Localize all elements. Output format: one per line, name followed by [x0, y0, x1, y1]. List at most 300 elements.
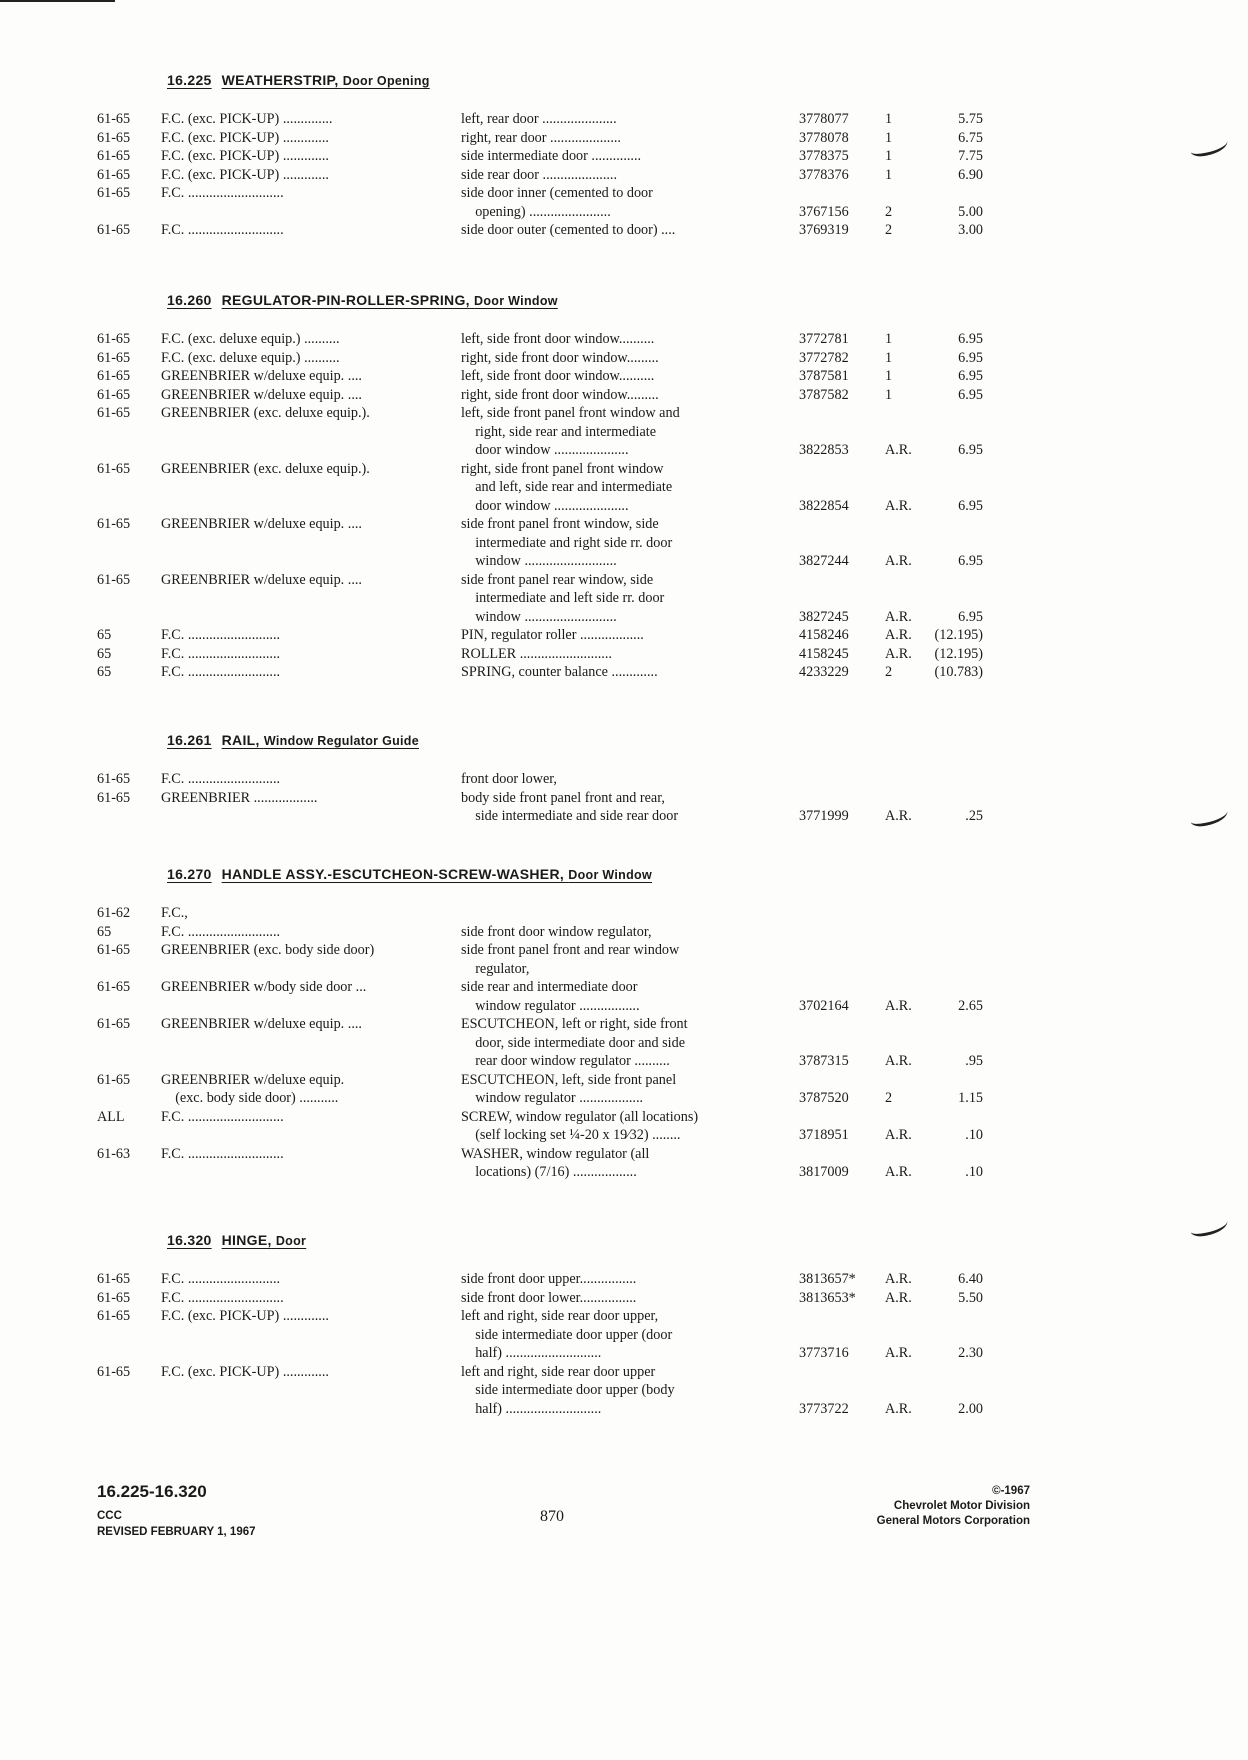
quantity: [885, 184, 923, 203]
model-cell: F.C. (exc. PICK-UP) .............: [161, 1308, 329, 1324]
table-row: [97, 978, 997, 997]
description-cell: left, rear door .....................: [461, 111, 617, 127]
model-year: 61-65: [97, 1289, 131, 1306]
model-cell: F.C. ..........................: [161, 923, 281, 940]
section-title-main: HINGE,: [221, 1232, 272, 1248]
model-year: [97, 1344, 161, 1363]
section-subtitle: Door Window: [474, 294, 558, 308]
model-year: 61-65: [97, 368, 131, 384]
model-cell: GREENBRIER (exc. body side door): [161, 942, 375, 958]
quantity: A.R.: [885, 553, 912, 569]
quantity: [885, 1326, 923, 1345]
description-cell: intermediate and left side rr. door: [461, 590, 665, 606]
table-row: [97, 1108, 997, 1127]
price: [923, 1071, 983, 1090]
part-number: [799, 515, 885, 534]
quantity: [885, 770, 923, 789]
description-cell: left, side front door window..........: [461, 331, 655, 347]
model-year: [97, 441, 161, 460]
model-year: 61-65: [97, 789, 131, 806]
model-year: [97, 478, 161, 497]
model-cell: [161, 608, 461, 627]
description-cell: side rear and intermediate door: [461, 979, 638, 995]
quantity: A.R.: [885, 497, 912, 514]
model-year: 61-65: [97, 405, 131, 421]
part-number: 3822853: [799, 442, 849, 458]
model-cell: F.C. ..........................: [161, 664, 281, 680]
part-number: [799, 904, 885, 923]
division-name: Chevrolet Motor Division: [893, 1500, 1030, 1512]
table-row: [97, 497, 997, 516]
description-cell: and left, side rear and intermediate: [461, 479, 673, 495]
margin-tick-mark: [1189, 134, 1230, 159]
part-number: 3827244: [799, 553, 849, 569]
table-row: [97, 789, 997, 808]
model-year: [97, 1381, 161, 1400]
table-row: [97, 1071, 997, 1090]
description-cell: left and right, side rear door upper,: [461, 1308, 659, 1324]
part-number: 3787315: [799, 1053, 849, 1069]
description-cell: ESCUTCHEON, left, side front panel: [461, 1071, 677, 1088]
table-row: [97, 221, 997, 240]
quantity: A.R.: [885, 627, 912, 643]
model-year: 61-65: [97, 222, 131, 238]
parts-table: [97, 904, 997, 1182]
part-number: 3787582: [799, 386, 849, 403]
description-cell: side front door upper................: [461, 1271, 637, 1287]
model-year: [97, 589, 161, 608]
model-year: [97, 497, 161, 516]
price: 6.95: [958, 368, 983, 384]
table-row: [97, 386, 997, 405]
description-cell: [461, 904, 799, 923]
price: [923, 1015, 983, 1034]
section-heading: [167, 732, 997, 762]
part-number: [799, 1071, 885, 1090]
section-title: [222, 1232, 307, 1248]
part-number: 3772782: [799, 349, 849, 366]
quantity: [885, 589, 923, 608]
description-cell: side intermediate and side rear door: [461, 808, 679, 824]
description-cell: door, side intermediate door and side: [461, 1034, 686, 1051]
quantity: [885, 1307, 923, 1326]
model-year: [97, 1126, 161, 1145]
description-cell: regulator,: [461, 960, 530, 977]
table-row: [97, 645, 997, 664]
description-cell: window regulator .................: [461, 997, 640, 1014]
section-range: 16.225-16.320: [97, 1482, 207, 1501]
model-cell: F.C. ...........................: [161, 1108, 284, 1125]
quantity: 1: [885, 129, 893, 146]
table-row: [97, 1052, 997, 1071]
quantity: 2: [885, 203, 893, 220]
section-subtitle: Door: [275, 1234, 307, 1248]
part-number: [799, 1108, 885, 1127]
corporation-name: General Motors Corporation: [876, 1515, 1030, 1527]
parts-table: [97, 1270, 997, 1418]
quantity: [885, 1381, 923, 1400]
price: [923, 515, 983, 534]
model-year: 61-65: [97, 942, 131, 958]
part-number: 3817009: [799, 1164, 849, 1180]
table-row: [97, 184, 997, 203]
quantity: [885, 904, 923, 923]
description-cell: half) ...........................: [461, 1345, 602, 1361]
part-number: 3771999: [799, 808, 849, 824]
part-number: 3773722: [799, 1400, 849, 1417]
model-cell: [161, 1326, 461, 1345]
table-row: [97, 1015, 997, 1034]
table-row: [97, 608, 997, 627]
table-row: [97, 1344, 997, 1363]
table-row: [97, 404, 997, 423]
model-cell: [161, 1163, 461, 1182]
quantity: A.R.: [885, 645, 912, 662]
part-number: 3778376: [799, 166, 849, 183]
table-row: [97, 330, 997, 349]
table-row: [97, 423, 997, 442]
section-title-main: REGULATOR-PIN-ROLLER-SPRING,: [221, 292, 470, 308]
description-cell: intermediate and right side rr. door: [461, 534, 673, 551]
description-cell: body side front panel front and rear,: [461, 789, 665, 806]
description-cell: PIN, regulator roller ..................: [461, 627, 644, 643]
price: (10.783): [934, 664, 983, 680]
model-cell: [161, 1126, 461, 1145]
part-number: 3813657*: [799, 1271, 856, 1287]
part-number: 4233229: [799, 664, 849, 680]
section-title: [222, 732, 419, 748]
section-heading: [167, 72, 997, 102]
table-row: [97, 460, 997, 479]
price: [923, 184, 983, 203]
model-cell: GREENBRIER w/deluxe equip. ....: [161, 516, 362, 532]
model-year: [97, 534, 161, 553]
description-cell: door window .....................: [461, 497, 629, 514]
model-cell: F.C.,: [161, 905, 188, 921]
table-row: [97, 663, 997, 682]
model-cell: [161, 997, 461, 1016]
price: [923, 904, 983, 923]
part-number: [799, 1363, 885, 1382]
model-year: [97, 1400, 161, 1419]
model-year: [97, 1034, 161, 1053]
price: .10: [965, 1164, 983, 1180]
model-cell: [161, 497, 461, 516]
section-heading: [167, 866, 997, 896]
price: (12.195): [934, 645, 983, 662]
table-row: [97, 203, 997, 222]
model-cell: F.C. ...........................: [161, 1289, 284, 1306]
section-title-main: HANDLE ASSY.-ESCUTCHEON-SCREW-WASHER,: [221, 866, 565, 882]
table-row: [97, 904, 997, 923]
model-cell: F.C. (exc. deluxe equip.) ..........: [161, 331, 340, 347]
description-cell: side intermediate door upper (door: [461, 1326, 673, 1343]
part-number: [799, 789, 885, 808]
description-cell: locations) (7/16) ..................: [461, 1164, 637, 1180]
model-year: 61-65: [97, 148, 131, 164]
parts-table: [97, 330, 997, 682]
price: [923, 941, 983, 960]
price: 2.65: [958, 997, 983, 1014]
model-cell: GREENBRIER w/deluxe equip. ....: [161, 571, 362, 588]
model-year: 61-65: [97, 1271, 131, 1287]
quantity: A.R.: [885, 1271, 912, 1287]
part-number: 3813653*: [799, 1289, 856, 1306]
quantity: [885, 941, 923, 960]
quantity: 2: [885, 664, 893, 680]
parts-section: [97, 292, 997, 682]
quantity: A.R.: [885, 1164, 912, 1180]
description-cell: SCREW, window regulator (all locations): [461, 1108, 699, 1125]
table-row: [97, 589, 997, 608]
model-cell: GREENBRIER w/deluxe equip. ....: [161, 386, 362, 403]
price: 1.15: [958, 1090, 983, 1106]
model-year: 61-65: [97, 1016, 131, 1032]
model-cell: F.C. (exc. PICK-UP) .............: [161, 166, 329, 183]
corner-rule: [0, 0, 115, 2]
model-cell: F.C. ..........................: [161, 1271, 281, 1287]
quantity: 1: [885, 331, 893, 347]
section-subtitle: Window Regulator Guide: [263, 734, 419, 748]
model-cell: F.C. (exc. PICK-UP) .............: [161, 148, 329, 164]
part-number: 3787581: [799, 368, 849, 384]
description-cell: side intermediate door ..............: [461, 148, 642, 164]
part-number: [799, 534, 885, 553]
model-year: 61-65: [97, 129, 131, 146]
table-row: [97, 1034, 997, 1053]
model-cell: F.C. ..........................: [161, 771, 281, 787]
part-number: [799, 1381, 885, 1400]
quantity: [885, 1015, 923, 1034]
part-number: 3772781: [799, 331, 849, 347]
quantity: 1: [885, 349, 893, 366]
model-year: [97, 1052, 161, 1071]
price: [923, 1145, 983, 1164]
description-cell: front door lower,: [461, 771, 557, 787]
price: 7.75: [958, 148, 983, 164]
table-row: [97, 1363, 997, 1382]
quantity: [885, 923, 923, 942]
table-row: [97, 1270, 997, 1289]
description-cell: side front door window regulator,: [461, 923, 652, 940]
model-cell: F.C. ..........................: [161, 645, 281, 662]
part-number: 3769319: [799, 222, 849, 238]
model-cell: [161, 1034, 461, 1053]
quantity: 1: [885, 111, 893, 127]
table-row: [97, 367, 997, 386]
model-cell: [161, 589, 461, 608]
copyright: ©-1967: [992, 1485, 1030, 1497]
description-cell: window regulator ..................: [461, 1090, 644, 1106]
description-cell: side front door lower................: [461, 1289, 637, 1306]
part-number: [799, 1145, 885, 1164]
description-cell: side front panel front window, side: [461, 516, 659, 532]
quantity: A.R.: [885, 1053, 912, 1069]
model-cell: F.C. ...........................: [161, 185, 284, 201]
model-cell: (exc. body side door) ...........: [161, 1090, 339, 1106]
model-cell: GREENBRIER (exc. deluxe equip.).: [161, 460, 370, 477]
table-row: [97, 997, 997, 1016]
description-cell: right, side front door window.........: [461, 349, 659, 366]
section-number: 16.270: [167, 866, 212, 882]
section-subtitle: Door Window: [568, 868, 652, 882]
part-number: 3702164: [799, 997, 849, 1014]
description-cell: window ..........................: [461, 608, 617, 625]
description-cell: window ..........................: [461, 553, 617, 569]
quantity: 2: [885, 222, 893, 238]
part-number: [799, 941, 885, 960]
quantity: A.R.: [885, 608, 912, 625]
section-number: 16.320: [167, 1232, 212, 1248]
quantity: [885, 404, 923, 423]
part-number: [799, 589, 885, 608]
price: [923, 1326, 983, 1345]
price: [923, 1034, 983, 1053]
part-number: [799, 404, 885, 423]
description-cell: side door inner (cemented to door: [461, 185, 653, 201]
model-year: 65: [97, 664, 112, 680]
price: 6.75: [958, 129, 983, 146]
price: 6.95: [958, 608, 983, 625]
description-cell: right, rear door ....................: [461, 129, 621, 146]
model-cell: GREENBRIER ..................: [161, 789, 318, 806]
description-cell: opening) .......................: [461, 203, 611, 220]
price: [923, 1307, 983, 1326]
model-year: 61-65: [97, 1308, 131, 1324]
model-year: 61-62: [97, 905, 131, 921]
price: [923, 1108, 983, 1127]
table-row: [97, 1326, 997, 1345]
table-row: [97, 441, 997, 460]
model-year: [97, 997, 161, 1016]
table-row: [97, 110, 997, 129]
model-year: [97, 423, 161, 442]
price: 5.75: [958, 111, 983, 127]
quantity: [885, 460, 923, 479]
parts-section: [97, 866, 997, 1182]
description-cell: side rear door .....................: [461, 166, 618, 183]
description-cell: ROLLER ..........................: [461, 645, 612, 662]
model-year: 61-65: [97, 386, 131, 403]
part-number: 3827245: [799, 608, 849, 625]
part-number: [799, 184, 885, 203]
table-row: [97, 770, 997, 789]
description-cell: door window .....................: [461, 442, 629, 458]
quantity: 2: [885, 1090, 893, 1106]
table-row: [97, 960, 997, 979]
model-cell: [161, 534, 461, 553]
quantity: 1: [885, 166, 893, 183]
price: 5.00: [958, 203, 983, 220]
price: [923, 1363, 983, 1382]
model-cell: F.C. ...........................: [161, 1145, 284, 1162]
model-year: 61-63: [97, 1145, 131, 1162]
description-cell: right, side rear and intermediate: [461, 423, 657, 440]
model-year: [97, 960, 161, 979]
price: [923, 404, 983, 423]
price: [923, 571, 983, 590]
part-number: 3778078: [799, 129, 849, 146]
section-number: 16.225: [167, 72, 212, 88]
model-year: ALL: [97, 1108, 125, 1125]
quantity: A.R.: [885, 997, 912, 1014]
model-cell: [161, 807, 461, 826]
table-row: [97, 515, 997, 534]
footer-left: [97, 1482, 256, 1540]
part-number: [799, 1034, 885, 1053]
section-number: 16.260: [167, 292, 212, 308]
section-title: [222, 292, 558, 308]
section-heading: [167, 292, 997, 322]
quantity: [885, 960, 923, 979]
model-year: 65: [97, 627, 112, 643]
quantity: [885, 515, 923, 534]
table-row: [97, 1089, 997, 1108]
price: .25: [965, 808, 983, 824]
part-number: [799, 960, 885, 979]
price: 6.95: [958, 497, 983, 514]
table-row: [97, 147, 997, 166]
model-cell: GREENBRIER w/body side door ...: [161, 979, 367, 995]
parts-section: [97, 1232, 997, 1418]
quantity: [885, 978, 923, 997]
table-row: [97, 626, 997, 645]
model-year: 61-65: [97, 349, 131, 366]
model-cell: [161, 1400, 461, 1419]
quantity: A.R.: [885, 1345, 912, 1361]
description-cell: rear door window regulator ..........: [461, 1053, 670, 1069]
quantity: A.R.: [885, 442, 912, 458]
model-cell: [161, 1381, 461, 1400]
catalog-code: CCC: [97, 1510, 122, 1522]
quantity: [885, 1363, 923, 1382]
price: [923, 589, 983, 608]
table-row: [97, 534, 997, 553]
model-cell: [161, 1344, 461, 1363]
price: .95: [965, 1053, 983, 1069]
table-row: [97, 1400, 997, 1419]
section-heading: [167, 1232, 997, 1262]
price: 2.00: [958, 1400, 983, 1417]
description-cell: right, side front panel front window: [461, 460, 664, 477]
part-number: [799, 460, 885, 479]
description-cell: SPRING, counter balance .............: [461, 664, 658, 680]
description-cell: side intermediate door upper (body: [461, 1382, 675, 1398]
price: 6.95: [958, 349, 983, 366]
section-title-main: WEATHERSTRIP,: [221, 72, 339, 88]
description-cell: WASHER, window regulator (all: [461, 1145, 650, 1162]
price: [923, 423, 983, 442]
table-row: [97, 807, 997, 826]
quantity: A.R.: [885, 1289, 912, 1306]
price: [923, 978, 983, 997]
model-cell: F.C. (exc. PICK-UP) ..............: [161, 111, 333, 127]
model-cell: [161, 552, 461, 571]
model-year: [97, 807, 161, 826]
model-year: 61-65: [97, 185, 131, 201]
description-cell: left, side front door window..........: [461, 368, 655, 384]
part-number: [799, 1326, 885, 1345]
part-number: [799, 1015, 885, 1034]
model-year: 61-65: [97, 771, 131, 787]
price: [923, 789, 983, 808]
description-cell: side front panel front and rear window: [461, 942, 680, 958]
model-cell: GREENBRIER (exc. deluxe equip.).: [161, 405, 370, 421]
price: .10: [965, 1127, 983, 1143]
part-number: 3773716: [799, 1345, 849, 1361]
quantity: [885, 571, 923, 590]
quantity: [885, 1071, 923, 1090]
